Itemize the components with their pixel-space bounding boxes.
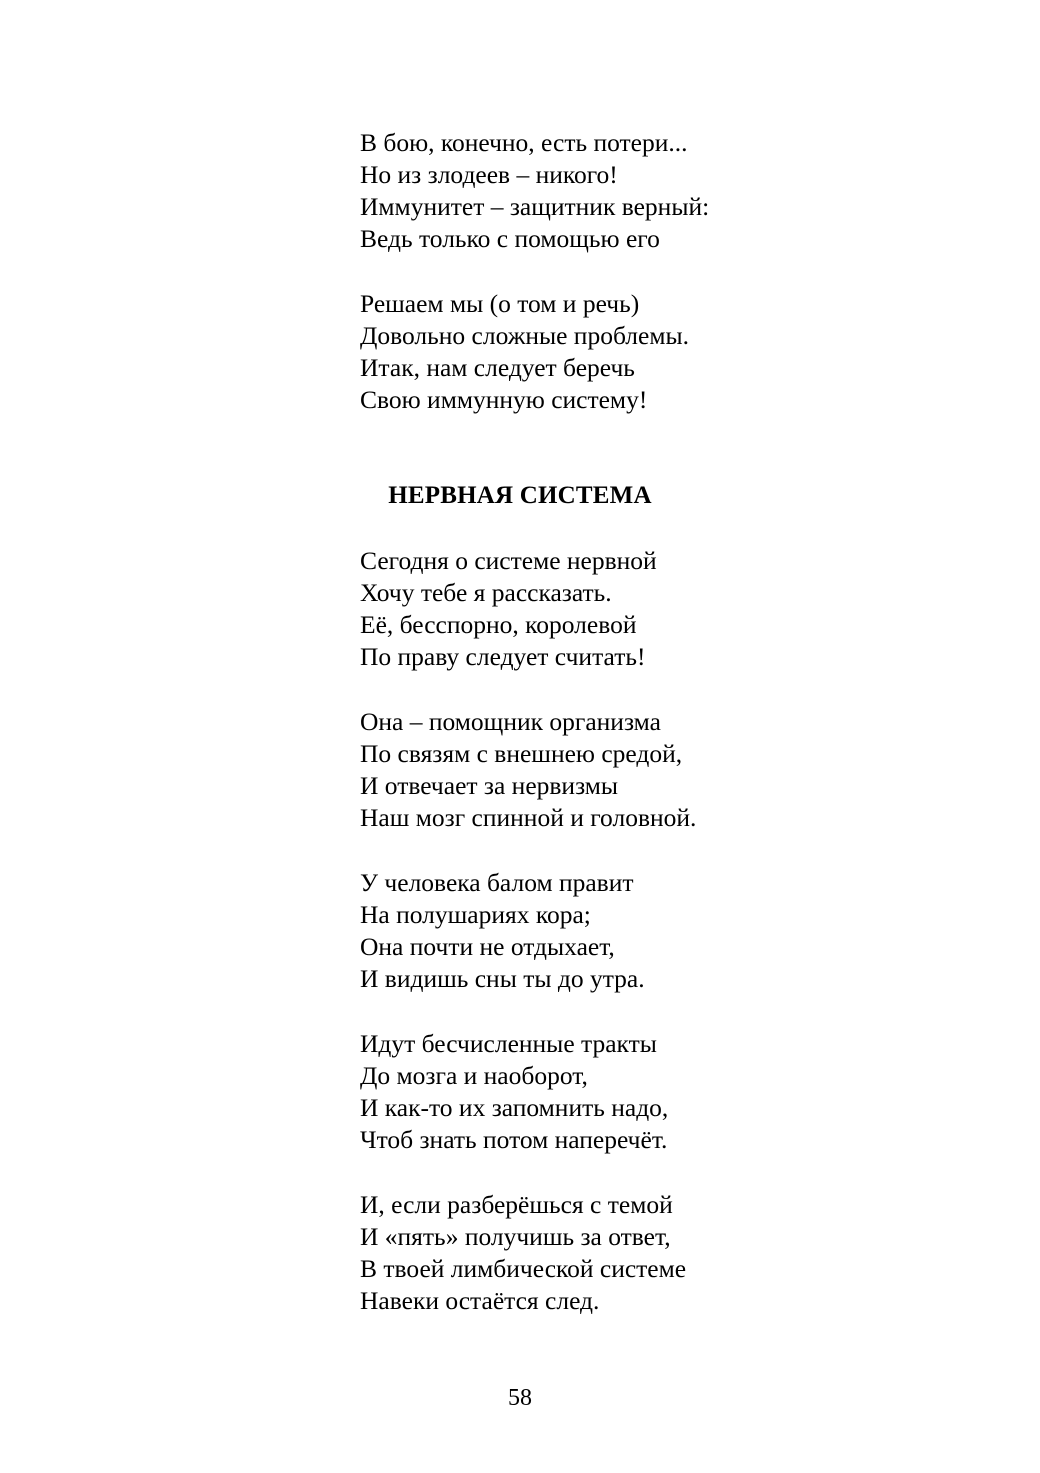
verse-line: И, если разберёшься с темой bbox=[360, 1190, 673, 1219]
verse-line: Хочу тебе я рассказать. bbox=[360, 578, 612, 607]
verse-line: Но из злодеев – никого! bbox=[360, 160, 618, 189]
verse-line: Решаем мы (о том и речь) bbox=[360, 289, 640, 318]
verse-line: Она – помощник организма bbox=[360, 707, 661, 736]
verse-line: Её, бесспорно, королевой bbox=[360, 610, 637, 639]
verse-line: Ведь только с помощью его bbox=[360, 224, 660, 253]
section-title: НЕРВНАЯ СИСТЕМА bbox=[388, 482, 652, 509]
verse-line: И видишь сны ты до утра. bbox=[360, 964, 645, 993]
stanza-2 bbox=[360, 288, 689, 416]
verse-line: Навеки остаётся след. bbox=[360, 1286, 600, 1315]
verse-line: И отвечает за нервизмы bbox=[360, 771, 619, 800]
verse-line: Сегодня о системе нервной bbox=[360, 546, 657, 575]
stanza-5 bbox=[360, 867, 645, 995]
verse-line: По праву следует считать! bbox=[360, 642, 646, 671]
verse-line: И как-то их запомнить надо, bbox=[360, 1093, 669, 1122]
verse-line: По связям с внешнею средой, bbox=[360, 739, 683, 768]
stanza-6 bbox=[360, 1028, 668, 1156]
verse-line: У человека балом правит bbox=[360, 868, 634, 897]
verse-line: Наш мозг спинной и головной. bbox=[360, 803, 697, 832]
verse-line: Иммунитет – защитник верный: bbox=[360, 192, 710, 221]
verse-line: Идут бесчисленные тракты bbox=[360, 1029, 657, 1058]
verse-line: Довольно сложные проблемы. bbox=[360, 321, 689, 350]
verse-line: Свою иммунную систему! bbox=[360, 385, 648, 414]
stanza-3 bbox=[360, 545, 657, 673]
stanza-7 bbox=[360, 1189, 686, 1317]
stanza-1 bbox=[360, 127, 709, 255]
verse-line: Чтоб знать потом наперечёт. bbox=[360, 1125, 668, 1154]
verse-line: Она почти не отдыхает, bbox=[360, 932, 615, 961]
verse-line: На полушариях кора; bbox=[360, 900, 591, 929]
verse-line: До мозга и наоборот, bbox=[360, 1061, 588, 1090]
verse-line: И «пять» получишь за ответ, bbox=[360, 1222, 671, 1251]
verse-line: В бою, конечно, есть потери... bbox=[360, 128, 688, 157]
stanza-4 bbox=[360, 706, 696, 834]
page-number: 58 bbox=[508, 1385, 532, 1411]
verse-line: Итак, нам следует беречь bbox=[360, 353, 635, 382]
verse-line: В твоей лимбической системе bbox=[360, 1254, 687, 1283]
